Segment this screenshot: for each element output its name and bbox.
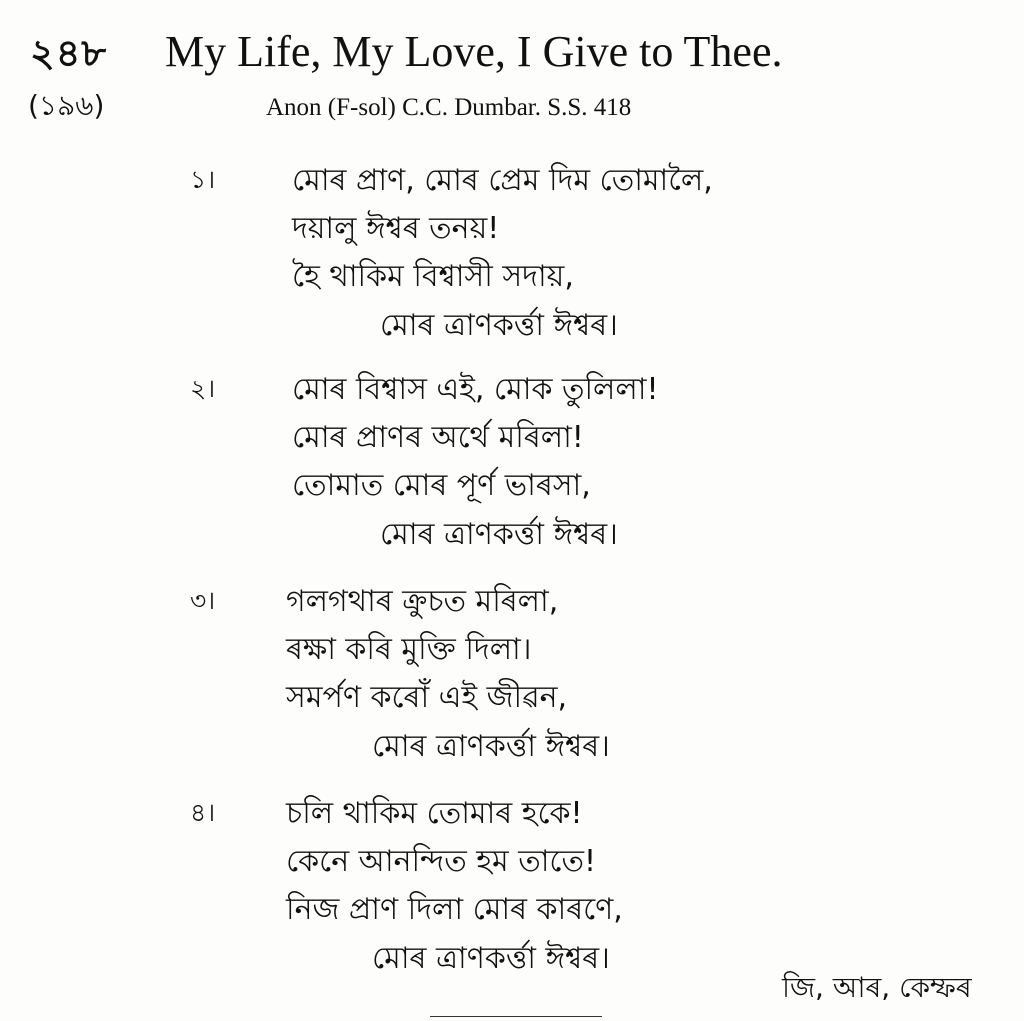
stanza-refrain: মোৰ ত্ৰাণকৰ্ত্তা ঈশ্বৰ।	[372, 729, 610, 764]
stanza-line: ৰক্ষা কৰি মুক্তি দিলা।	[286, 632, 532, 667]
stanza-refrain: মোৰ ত্ৰাণকৰ্ত্তা ঈশ্বৰ।	[372, 941, 610, 976]
stanza-refrain: মোৰ ত্ৰাণকৰ্ত্তা ঈশ্বৰ।	[380, 517, 618, 552]
stanza-refrain: মোৰ ত্ৰাণকৰ্ত্তা ঈশ্বৰ।	[380, 308, 618, 343]
stanza-line: নিজ প্ৰাণ দিলা মোৰ কাৰণে,	[286, 892, 623, 927]
stanza-line: সমৰ্পণ কৰোঁ এই জীৱন,	[286, 680, 568, 715]
stanza-line: হৈ থাকিম বিশ্বাসী সদায়,	[292, 259, 574, 294]
stanza-line: দয়ালু ঈশ্বৰ তনয়!	[292, 211, 500, 246]
stanza-line: মোৰ প্ৰাণৰ অৰ্থে মৰিলা!	[292, 420, 584, 455]
hymn-number: ২৪৮	[30, 31, 108, 75]
stanza-number: ৩।	[190, 586, 216, 615]
stanza-line: কেনে আনন্দিত হম তাতে!	[286, 844, 597, 879]
stanza-number: ৪।	[190, 798, 216, 827]
stanza-line: মোৰ প্ৰাণ, মোৰ প্ৰেম দিম তোমালৈ,	[292, 163, 713, 198]
author-credit: জি, আৰ, কেম্ফৰ	[782, 971, 972, 1004]
stanza-line: গলগথাৰ ক্ৰুচত মৰিলা,	[286, 584, 559, 619]
stanza-line: তোমাত মোৰ পূৰ্ণ ভাৰসা,	[292, 468, 591, 503]
hymn-title: My Life, My Love, I Give to Thee.	[165, 27, 783, 76]
stanza-number: ২।	[190, 374, 216, 403]
stanza-line: চলি থাকিম তোমাৰ হকে!	[286, 796, 583, 831]
hymn-subtitle: Anon (F-sol) C.C. Dumbar. S.S. 418	[266, 94, 632, 121]
stanza-number: ১।	[190, 165, 216, 194]
stanza-line: মোৰ বিশ্বাস এই, মোক তুলিলা!	[292, 372, 659, 407]
divider	[430, 1016, 602, 1017]
hymn-old-number: (১৯৬)	[28, 89, 105, 122]
